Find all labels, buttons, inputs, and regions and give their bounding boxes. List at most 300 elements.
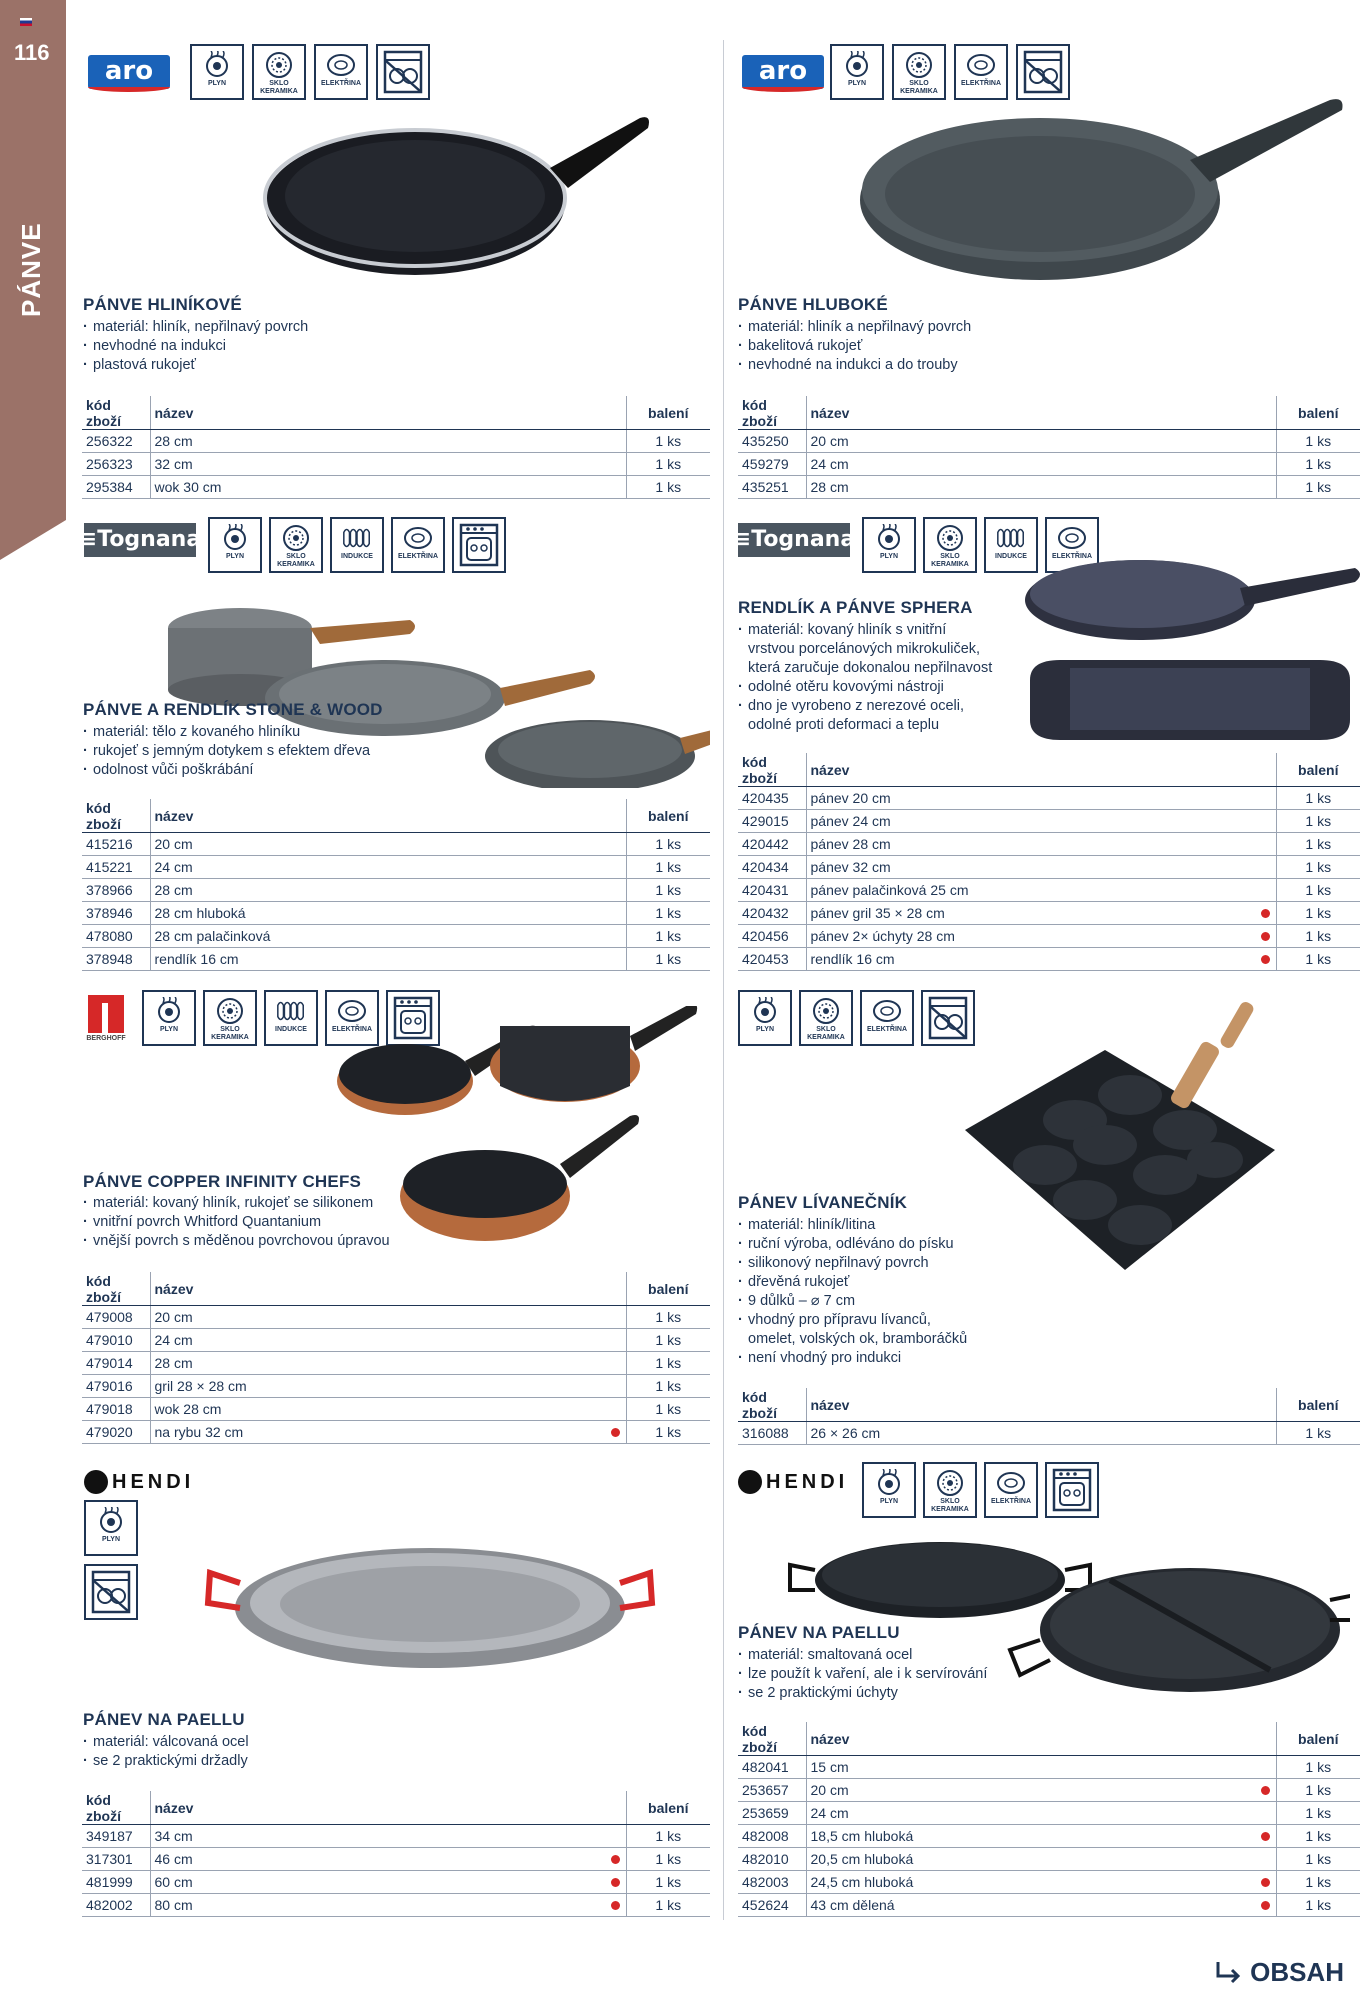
table-row (82, 476, 710, 499)
product-code: 482003 (738, 1871, 806, 1894)
product-name (150, 1375, 626, 1398)
elektrina-icon (314, 44, 368, 100)
product-features (83, 1733, 249, 1771)
section-label: PÁNVE (16, 222, 46, 318)
product-name-text: 60 cm (154, 1874, 193, 1890)
product-name-text: pánev gril 35 × 28 cm (810, 905, 945, 921)
elektrina-icon-caption: ELEKTŘINA (397, 553, 439, 560)
availability-dot-icon (1261, 1786, 1270, 1795)
table-row (82, 925, 710, 948)
column-header: kód zboží (82, 396, 150, 430)
product-name (806, 879, 1276, 902)
product-code: 316088 (738, 1422, 806, 1445)
product-code: 378948 (82, 948, 150, 971)
product-name-text: wok 28 cm (154, 1401, 222, 1417)
sklo-icon-caption: SKLO KERAMIKA (931, 553, 969, 568)
package-qty: 1 ks (1276, 476, 1360, 499)
product-code: 479014 (82, 1352, 150, 1375)
table-row (82, 1421, 710, 1444)
sklo-icon-caption: SKLO KERAMIKA (931, 1498, 969, 1513)
package-qty: 1 ks (626, 1848, 710, 1871)
product-code: 481999 (82, 1871, 150, 1894)
feature-item: · ruční výroba, odléváno do písku (738, 1235, 967, 1254)
plyn-icon-caption: PLYN (159, 1026, 179, 1033)
sklo-icon-caption: SKLO KERAMIKA (211, 1026, 249, 1041)
table-row (738, 1871, 1360, 1894)
feature-item: odolné proti deformaci a teplu (748, 717, 940, 733)
product-name (150, 476, 626, 499)
table-row (738, 453, 1360, 476)
product-code: 479016 (82, 1375, 150, 1398)
availability-dot-icon (1261, 955, 1270, 964)
product-name (150, 1352, 626, 1375)
product-name (806, 948, 1276, 971)
product-name (150, 856, 626, 879)
product-code: 482010 (738, 1848, 806, 1871)
table-header (82, 1791, 710, 1825)
indukce-icon-caption: INDUKCE (341, 553, 373, 560)
product-title: RENDLÍK A PÁNVE SPHERA (738, 598, 973, 617)
sklo-icon-caption: SKLO KERAMIKA (277, 553, 315, 568)
product-name (150, 833, 626, 856)
tognana-logo: ≡Tognana (738, 523, 850, 557)
product-name-text: pánev 28 cm (810, 836, 891, 852)
indukce-icon-caption: INDUKCE (275, 1026, 307, 1033)
availability-dot-icon (1261, 909, 1270, 918)
product-features (83, 318, 308, 375)
product-code: 435251 (738, 476, 806, 499)
flag-icon (20, 18, 32, 26)
feature-item: · materiál: kovaný hliník s vnitřní (738, 621, 992, 640)
sklo-icon (252, 44, 306, 100)
table-row (82, 833, 710, 856)
column-header: kód zboží (738, 396, 806, 430)
table-row (82, 1894, 710, 1917)
column-header: balení (626, 1272, 710, 1306)
product-name-text: pánev 24 cm (810, 813, 891, 829)
product-code: 479008 (82, 1306, 150, 1329)
feature-item: · vhodný pro přípravu lívanců, (738, 1311, 967, 1330)
product-features (738, 318, 971, 375)
package-qty: 1 ks (626, 1352, 710, 1375)
hendi-logo: HENDI (738, 1462, 858, 1502)
product-code: 420431 (738, 879, 806, 902)
product-name-text: 24 cm (810, 1805, 849, 1821)
indukce-icon-caption: INDUKCE (995, 553, 1027, 560)
package-qty: 1 ks (1276, 902, 1360, 925)
product-code: 420453 (738, 948, 806, 971)
product-name-text: 32 cm (154, 456, 193, 472)
page-number: 116 (14, 40, 50, 65)
table-row (82, 1848, 710, 1871)
product-name-text: 15 cm (810, 1759, 849, 1775)
trouba-icon (452, 517, 506, 573)
plyn-icon (190, 44, 244, 100)
package-qty: 1 ks (1276, 453, 1360, 476)
product-features (738, 1646, 987, 1703)
table-header (738, 753, 1360, 787)
feature-item: · plastová rukojeť (83, 356, 308, 375)
elektrina-icon-caption: ELEKTŘINA (331, 1026, 373, 1033)
column-header: kód zboží (82, 799, 150, 833)
availability-dot-icon (1261, 1878, 1270, 1887)
product-table (738, 1722, 1360, 1917)
plyn-icon (208, 517, 262, 573)
product-code: 482008 (738, 1825, 806, 1848)
package-qty: 1 ks (1276, 856, 1360, 879)
package-qty: 1 ks (626, 1306, 710, 1329)
feature-item: · není vhodný pro indukci (738, 1349, 967, 1368)
return-arrow-icon (1214, 1958, 1244, 1988)
pancake-pan-image (955, 1000, 1295, 1305)
product-name (806, 1894, 1276, 1917)
aro-logo: aro (86, 44, 172, 100)
elektrina-icon-caption: ELEKTŘINA (960, 80, 1002, 87)
mycka-icon (84, 1564, 138, 1620)
product-name (150, 1825, 626, 1848)
product-name (150, 1894, 626, 1917)
product-name-text: pánev palačinková 25 cm (810, 882, 969, 898)
feature-item: · dřevěná rukojeť (738, 1273, 967, 1292)
tognana-logo: ≡Tognana (84, 523, 196, 557)
table-header (738, 396, 1360, 430)
product-name-text: 43 cm dělená (810, 1897, 895, 1913)
product-name-text: 18,5 cm hluboká (810, 1828, 914, 1844)
feature-item: · nevhodné na indukci (83, 337, 308, 356)
product-name (150, 925, 626, 948)
package-qty: 1 ks (626, 430, 710, 453)
table-header (82, 396, 710, 430)
column-divider (723, 40, 724, 1920)
package-qty: 1 ks (626, 1825, 710, 1848)
table-header (82, 799, 710, 833)
product-name-text: 24 cm (154, 859, 193, 875)
table-row (738, 902, 1360, 925)
product-name (806, 810, 1276, 833)
package-qty: 1 ks (1276, 879, 1360, 902)
product-code: 429015 (738, 810, 806, 833)
package-qty: 1 ks (1276, 1871, 1360, 1894)
product-name (150, 1306, 626, 1329)
feature-item: · se 2 praktickými úchyty (738, 1684, 987, 1703)
package-qty: 1 ks (626, 1375, 710, 1398)
product-name (150, 430, 626, 453)
feature-item: · silikonový nepřilnavý povrch (738, 1254, 967, 1273)
feature-item: · materiál: kovaný hliník, rukojeť se silikonem (83, 1194, 390, 1213)
package-qty: 1 ks (1276, 787, 1360, 810)
table-row (82, 948, 710, 971)
plyn-icon-caption: PLYN (847, 80, 867, 87)
feature-item: · materiál: válcovaná ocel (83, 1733, 249, 1752)
product-name-text: 46 cm (154, 1851, 193, 1867)
product-title: PÁNVE HLUBOKÉ (738, 295, 888, 314)
column-header: název (150, 799, 626, 833)
product-title: PÁNVE HLINÍKOVÉ (83, 295, 242, 314)
mycka-icon (376, 44, 430, 100)
package-qty: 1 ks (626, 925, 710, 948)
package-qty: 1 ks (1276, 810, 1360, 833)
plyn-icon (738, 990, 792, 1046)
product-name (150, 902, 626, 925)
column-header: balení (1276, 396, 1360, 430)
product-name (806, 856, 1276, 879)
plyn-icon-caption: PLYN (755, 1026, 775, 1033)
product-name (806, 787, 1276, 810)
sklo-icon (923, 1462, 977, 1518)
column-header: balení (1276, 753, 1360, 787)
plyn-icon (84, 1500, 138, 1556)
table-row (82, 1825, 710, 1848)
table-row (738, 430, 1360, 453)
product-name-text: pánev 2× úchyty 28 cm (810, 928, 955, 944)
column-header: název (806, 396, 1276, 430)
product-code: 378966 (82, 879, 150, 902)
product-code: 478080 (82, 925, 150, 948)
product-code: 317301 (82, 1848, 150, 1871)
product-name-text: 80 cm (154, 1897, 193, 1913)
product-name (150, 1848, 626, 1871)
feature-item: · materiál: hliník a nepřilnavý povrch (738, 318, 971, 337)
package-qty: 1 ks (626, 1871, 710, 1894)
table-row (82, 1352, 710, 1375)
sklo-icon (203, 990, 257, 1046)
product-name-text: 28 cm hluboká (154, 905, 246, 921)
product-code: 253657 (738, 1779, 806, 1802)
table-row (738, 925, 1360, 948)
table-row (738, 856, 1360, 879)
product-code: 482041 (738, 1756, 806, 1779)
product-name-text: 28 cm palačinková (154, 928, 271, 944)
sklo-icon-caption: SKLO KERAMIKA (900, 80, 938, 95)
product-name (806, 925, 1276, 948)
product-name-text: wok 30 cm (154, 479, 222, 495)
product-code: 256322 (82, 430, 150, 453)
product-name-text: 26 × 26 cm (810, 1425, 881, 1441)
product-name-text: 24,5 cm hluboká (810, 1874, 914, 1890)
elektrina-icon (860, 990, 914, 1046)
package-qty: 1 ks (626, 879, 710, 902)
product-name-text: 24 cm (154, 1332, 193, 1348)
obsah-link[interactable] (1214, 1957, 1344, 1988)
feature-item: · materiál: hliník/litina (738, 1216, 967, 1235)
product-title: PÁNEV NA PAELLU (738, 1623, 900, 1642)
product-title: PÁNVE COPPER INFINITY CHEFS (83, 1172, 362, 1191)
package-qty: 1 ks (1276, 430, 1360, 453)
product-name-text: rendlík 16 cm (810, 951, 895, 967)
package-qty: 1 ks (1276, 1422, 1360, 1445)
feature-item: omelet, volských ok, bramboráčků (748, 1331, 968, 1347)
product-name-text: 34 cm (154, 1828, 193, 1844)
availability-dot-icon (611, 1428, 620, 1437)
product-name (806, 453, 1276, 476)
package-qty: 1 ks (626, 833, 710, 856)
feature-item: · vnější povrch s měděnou povrchovou úpravou (83, 1232, 390, 1251)
table-row (82, 902, 710, 925)
paella-pan-steel-image (200, 1528, 660, 1693)
elektrina-icon (391, 517, 445, 573)
product-table (82, 396, 710, 499)
column-header: balení (626, 799, 710, 833)
elektrina-icon-caption: ELEKTŘINA (990, 1498, 1032, 1505)
package-qty: 1 ks (1276, 1779, 1360, 1802)
product-name (806, 1779, 1276, 1802)
column-header: balení (626, 1791, 710, 1825)
product-code: 479010 (82, 1329, 150, 1352)
product-name (150, 948, 626, 971)
feature-item: · materiál: tělo z kovaného hliníku (83, 723, 370, 742)
availability-dot-icon (1261, 932, 1270, 941)
product-code: 479020 (82, 1421, 150, 1444)
product-name (806, 833, 1276, 856)
sklo-icon (799, 990, 853, 1046)
package-qty: 1 ks (1276, 1894, 1360, 1917)
elektrina-icon (984, 1462, 1038, 1518)
product-name-text: pánev 32 cm (810, 859, 891, 875)
product-name (806, 476, 1276, 499)
product-table (82, 1272, 710, 1444)
section-side-tab (0, 0, 66, 520)
product-code: 420434 (738, 856, 806, 879)
column-header: název (806, 1388, 1276, 1422)
table-row (738, 948, 1360, 971)
table-row (738, 476, 1360, 499)
product-name (150, 1329, 626, 1352)
product-code: 349187 (82, 1825, 150, 1848)
product-name-text: rendlík 16 cm (154, 951, 239, 967)
frying-pan-image (250, 98, 650, 303)
product-code: 295384 (82, 476, 150, 499)
product-code: 378946 (82, 902, 150, 925)
elektrina-icon-caption: ELEKTŘINA (1051, 553, 1093, 560)
product-name (806, 1825, 1276, 1848)
product-name-text: 28 cm (810, 479, 849, 495)
feature-item: · odolnost vůči poškrábání (83, 761, 370, 780)
product-code: 415221 (82, 856, 150, 879)
sphera-pans-image (1020, 540, 1360, 755)
table-row (738, 1779, 1360, 1802)
product-title: PÁNEV LÍVANEČNÍK (738, 1193, 908, 1212)
product-code: 253659 (738, 1802, 806, 1825)
package-qty: 1 ks (1276, 948, 1360, 971)
plyn-icon (862, 517, 916, 573)
berghoff-logo: BERGHOFF (84, 990, 128, 1046)
product-code: 420432 (738, 902, 806, 925)
product-table (82, 799, 710, 971)
sklo-icon (269, 517, 323, 573)
product-name (806, 1848, 1276, 1871)
product-features (83, 723, 370, 780)
product-features (83, 1194, 390, 1251)
column-header: název (150, 1272, 626, 1306)
trouba-icon (1045, 1462, 1099, 1518)
package-qty: 1 ks (626, 453, 710, 476)
product-name (150, 1421, 626, 1444)
plyn-icon (862, 1462, 916, 1518)
product-code: 256323 (82, 453, 150, 476)
package-qty: 1 ks (1276, 1756, 1360, 1779)
feature-item: · dno je vyrobeno z nerezové oceli, (738, 697, 992, 716)
table-row (82, 1871, 710, 1894)
product-name (806, 430, 1276, 453)
table-row (738, 1802, 1360, 1825)
product-name (150, 1398, 626, 1421)
product-name-text: 24 cm (810, 456, 849, 472)
product-features (738, 1216, 967, 1368)
product-name-text: 28 cm (154, 433, 193, 449)
feature-item: · rukojeť s jemným dotykem s efektem dřeva (83, 742, 370, 761)
product-code: 482002 (82, 1894, 150, 1917)
package-qty: 1 ks (1276, 833, 1360, 856)
product-name-text: 20 cm (810, 1782, 849, 1798)
product-code: 452624 (738, 1894, 806, 1917)
product-code: 415216 (82, 833, 150, 856)
table-row (82, 1375, 710, 1398)
feature-item: · se 2 praktickými držadly (83, 1752, 249, 1771)
product-name-text: 28 cm (154, 1355, 193, 1371)
product-title: PÁNEV NA PAELLU (83, 1710, 245, 1729)
package-qty: 1 ks (1276, 1825, 1360, 1848)
aro-logo: aro (740, 44, 826, 100)
feature-item: · materiál: hliník, nepřilnavý povrch (83, 318, 308, 337)
table-row (82, 856, 710, 879)
column-header: kód zboží (738, 1722, 806, 1756)
plyn-icon-caption: PLYN (101, 1536, 121, 1543)
product-table (82, 1791, 710, 1917)
table-row (82, 1329, 710, 1352)
product-name-text: 28 cm (154, 882, 193, 898)
product-name (150, 453, 626, 476)
sklo-icon-caption: SKLO KERAMIKA (807, 1026, 845, 1041)
column-header: název (150, 1791, 626, 1825)
column-header: název (806, 753, 1276, 787)
package-qty: 1 ks (626, 856, 710, 879)
product-name (806, 1756, 1276, 1779)
product-code: 435250 (738, 430, 806, 453)
table-row (738, 833, 1360, 856)
product-code: 420442 (738, 833, 806, 856)
elektrina-icon-caption: ELEKTŘINA (320, 80, 362, 87)
product-name (806, 1422, 1276, 1445)
table-row (738, 1825, 1360, 1848)
feature-item: vrstvou porcelánových mikrokuliček, (748, 641, 981, 657)
feature-item: · nevhodné na indukci a do trouby (738, 356, 971, 375)
plyn-icon-caption: PLYN (207, 80, 227, 87)
product-name (150, 879, 626, 902)
table-row (738, 1848, 1360, 1871)
table-row (82, 879, 710, 902)
table-row (738, 1756, 1360, 1779)
indukce-icon (330, 517, 384, 573)
availability-dot-icon (1261, 1832, 1270, 1841)
column-header: název (806, 1722, 1276, 1756)
table-row (738, 1894, 1360, 1917)
product-title: PÁNVE A RENDLÍK STONE & WOOD (83, 700, 383, 719)
feature-item: · bakelitová rukojeť (738, 337, 971, 356)
column-header: balení (1276, 1722, 1360, 1756)
product-name (806, 1871, 1276, 1894)
feature-item: · materiál: smaltovaná ocel (738, 1646, 987, 1665)
product-code: 479018 (82, 1398, 150, 1421)
table-row (738, 787, 1360, 810)
indukce-icon (264, 990, 318, 1046)
feature-item: · lze použít k vaření, ale i k servírování (738, 1665, 987, 1684)
product-name-text: gril 28 × 28 cm (154, 1378, 247, 1394)
product-code: 420456 (738, 925, 806, 948)
product-code: 420435 (738, 787, 806, 810)
product-name (806, 902, 1276, 925)
product-table (738, 396, 1360, 499)
table-row (82, 453, 710, 476)
